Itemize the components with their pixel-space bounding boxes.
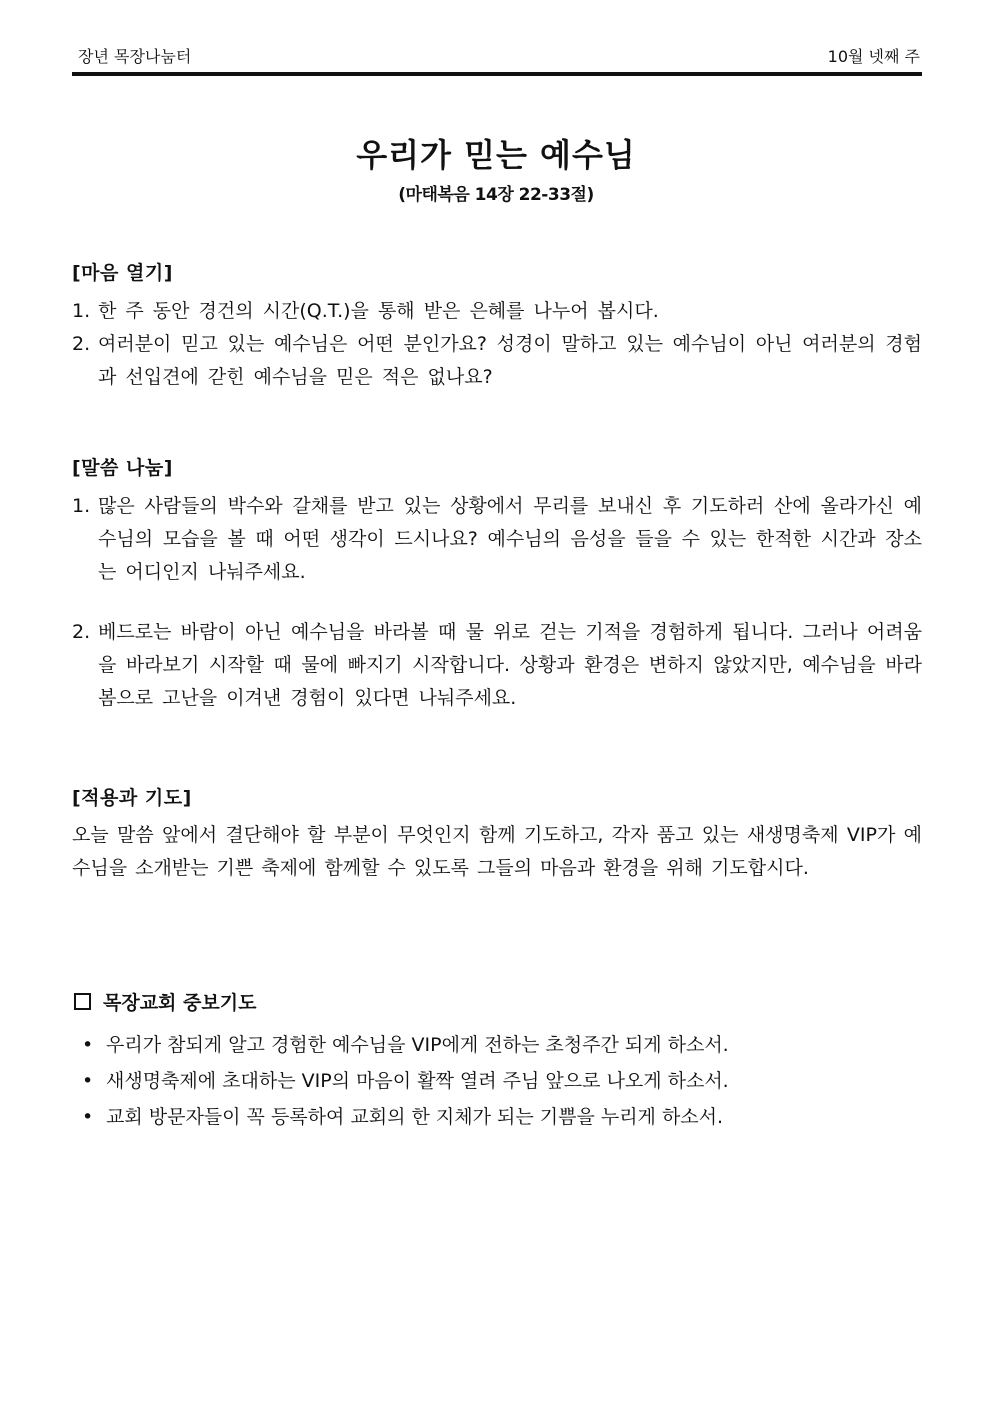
prayer-heading [72, 988, 256, 1015]
header-divider [72, 72, 922, 76]
item-number: 1. [72, 300, 91, 322]
scripture-reference: (마태복음 14장 22-33절) [398, 185, 594, 205]
bullet-icon: • [82, 1034, 94, 1056]
word-question-2 [72, 616, 922, 715]
apply-paragraph: 오늘 말씀 앞에서 결단해야 할 부분이 무엇인지 함께 기도하고, 각자 품고 있는 새생명축제 VIP가 예수님을 소개받는 기쁜 축제에 함께할 수 있도록 그들의 마음과 환경을 위해 기도합시다. [72, 824, 922, 879]
checkbox-icon [74, 993, 91, 1010]
bullet-icon: • [82, 1070, 94, 1092]
item-number: 1. [72, 495, 91, 517]
header-group-name: 장년 목장나눔터 [78, 47, 192, 66]
section-heading-word: [말씀 나눔] [72, 457, 173, 479]
opening-question-1 [72, 295, 922, 328]
prayer-item-2 [82, 1066, 922, 1096]
prayer-item-3 [82, 1102, 922, 1132]
word-question-1 [72, 490, 922, 589]
item-text: 베드로는 바람이 아닌 예수님을 바라볼 때 물 위로 걷는 기적을 경험하게 됩니다. 그러나 어려움을 바라보기 시작할 때 물에 빠지기 시작합니다. 상황과 환경은 변하지 않았지만, 예수님을 바라봄으로 고난을 이겨낸 경험이 있다면 나눠주세요. [98, 621, 922, 709]
item-number: 2. [72, 621, 91, 643]
page-header [72, 40, 922, 70]
page-title: 우리가 믿는 예수님 [356, 136, 636, 174]
prayer-heading-label: 목장교회 중보기도 [103, 992, 257, 1014]
section-heading-opening: [마음 열기] [72, 262, 173, 284]
item-text: 많은 사람들의 박수와 갈채를 받고 있는 상황에서 무리를 보내신 후 기도하러 산에 올라가신 예수님의 모습을 볼 때 어떤 생각이 드시나요? 예수님의 음성을 들을 수 있는 한적한 시간과 장소는 어디인지 나눠주세요. [98, 495, 922, 583]
header-week: 10월 넷째 주 [827, 47, 920, 66]
prayer-item-1 [82, 1030, 922, 1060]
prayer-item-text: 교회 방문자들이 꼭 등록하여 교회의 한 지체가 되는 기쁨을 누리게 하소서. [106, 1106, 724, 1128]
item-number: 2. [72, 333, 91, 355]
bullet-icon: • [82, 1106, 94, 1128]
opening-question-2 [72, 328, 922, 394]
item-text: 여러분이 믿고 있는 예수님은 어떤 분인가요? 성경이 말하고 있는 예수님이 아닌 여러분의 경험과 선입견에 갇힌 예수님을 믿은 적은 없나요? [98, 333, 922, 388]
section-heading-apply: [적용과 기도] [72, 787, 192, 809]
prayer-item-text: 우리가 참되게 알고 경험한 예수님을 VIP에게 전하는 초청주간 되게 하소서. [106, 1034, 729, 1056]
prayer-item-text: 새생명축제에 초대하는 VIP의 마음이 활짝 열려 주님 앞으로 나오게 하소서. [106, 1070, 729, 1092]
item-text: 한 주 동안 경건의 시간(Q.T.)을 통해 받은 은혜를 나누어 봅시다. [98, 300, 659, 322]
